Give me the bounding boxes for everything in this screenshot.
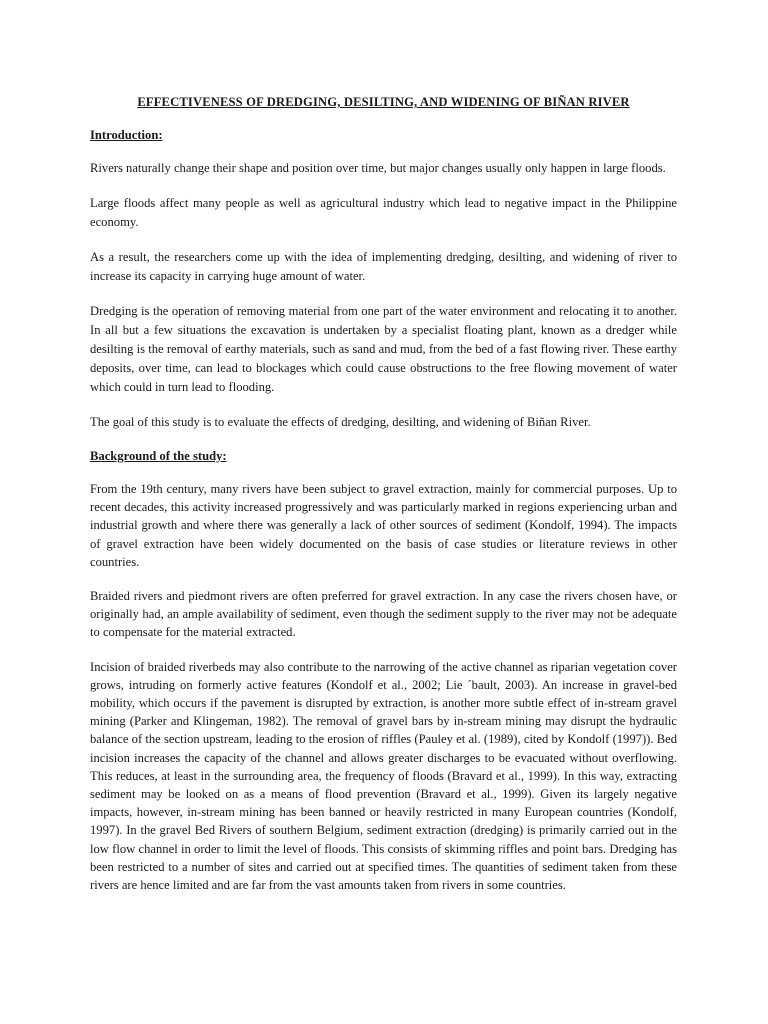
background-paragraph-1: From the 19th century, many rivers have been subject to gravel extraction, mainly for commercial purposes. Up to recent decades, this activity increased progressively and was particularly marked in regions experiencing urban and industrial growth and where there was generally a lack of other sources of sediment (Kondolf, 1994). The impacts of gravel extraction have been widely documented on the basis of case studies or literature reviews in other countries. xyxy=(90,482,677,569)
introduction-paragraph-4: Dredging is the operation of removing material from one part of the water environment and relocating it to another. In all but a few situations the excavation is undertaken by a specialist floating plant, known as a dredger while desilting is the removal of earthy materials, such as sand and mud, from the bed of a fast flowing river. These earthy deposits, over time, can lead to blockages which could cause obstructions to the free flowing movement of water which could in turn lead to flooding. xyxy=(90,304,677,394)
background-paragraph-2: Braided rivers and piedmont rivers are often preferred for gravel extraction. In any case the rivers chosen have, or originally had, an ample availability of sediment, even though the sediment supply to the river may not be adequate to compensate for the material extracted. xyxy=(90,589,677,640)
introduction-heading: Introduction: xyxy=(90,128,163,142)
introduction-paragraph-1: Rivers naturally change their shape and position over time, but major changes usually only happen in large floods. xyxy=(90,161,666,175)
introduction-paragraph-2: Large floods affect many people as well as agricultural industry which lead to negative impact in the Philippine economy. xyxy=(90,196,677,229)
document-body xyxy=(90,94,677,910)
document-title: EFFECTIVENESS OF DREDGING, DESILTING, AND WIDENING OF BIÑAN RIVER xyxy=(137,95,630,109)
introduction-paragraph-3: As a result, the researchers come up with the idea of implementing dredging, desilting, and widening of river to increase its capacity in carrying huge amount of water. xyxy=(90,250,677,283)
background-heading: Background of the study: xyxy=(90,449,227,463)
background-paragraph-3: Incision of braided riverbeds may also contribute to the narrowing of the active channel as riparian vegetation cover grows, intruding on formerly active features (Kondolf et al., 2002; Lie ´bault, 2003). An increase in gravel-bed mobility, which occurs if the pavement is disrupted by extraction, is another more subtle effect of in-stream gravel mining (Parker and Klingeman, 1982). The removal of gravel bars by in-stream mining may disrupt the hydraulic balance of the section upstream, leading to the erosion of riffles (Pauley et al. (1989), cited by Kondolf (1997)). Bed incision increases the capacity of the channel and allows greater discharges to be evacuated without overflowing. This reduces, at least in the surrounding area, the frequency of floods (Bravard et al., 1999). In this way, extracting sediment may be looked on as a means of flood prevention (Bravard et al., 1999). Given its largely negative impacts, however, in-stream mining has been banned or heavily restricted in many European countries (Kondolf, 1997). In the gravel Bed Rivers of southern Belgium, sediment extraction (dredging) is primarily carried out in the low flow channel in order to limit the level of floods. This consists of skimming riffles and point bars. Dredging has been restricted to a number of sites and carried out at specified times. The quantities of sediment taken from these rivers are hence limited and are far from the vast amounts taken from rivers in some countries. xyxy=(90,659,677,893)
introduction-paragraph-5: The goal of this study is to evaluate the effects of dredging, desilting, and widening of Biñan River. xyxy=(90,415,591,429)
